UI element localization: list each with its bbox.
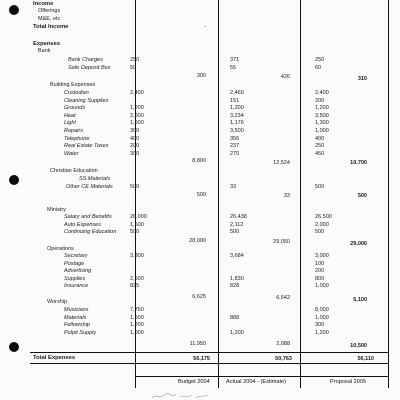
cell-proposal: 200 bbox=[315, 97, 325, 104]
column-divider bbox=[300, 0, 301, 388]
cell-actual: 2,460 bbox=[230, 90, 244, 96]
cell-budget: 300 bbox=[130, 150, 140, 157]
cell-actual: 371 bbox=[230, 57, 240, 63]
building-heading: Building Expenses bbox=[50, 82, 96, 88]
total-actual: 50,763 bbox=[275, 356, 292, 362]
row-label: SS Materials bbox=[79, 176, 111, 182]
row-label: Telephone bbox=[64, 135, 90, 142]
cell-proposal: 2,000 bbox=[315, 221, 329, 228]
actual-column-header: Actual 2004 - (Estimate) bbox=[226, 379, 287, 385]
income-heading: Income bbox=[33, 1, 54, 7]
cell-actual: 3,684 bbox=[230, 253, 244, 259]
total-proposal: 56,110 bbox=[357, 356, 374, 362]
cell-actual: 1,200 bbox=[230, 329, 244, 336]
cell-proposal: 1,000 bbox=[315, 314, 329, 321]
cell-actual: 270 bbox=[230, 150, 240, 157]
cell-proposal: 2,400 bbox=[315, 90, 329, 96]
cell-proposal: 3,000 bbox=[315, 253, 329, 259]
cell-proposal: 3,500 bbox=[315, 112, 329, 119]
cell-budget: 825 bbox=[130, 283, 140, 290]
row-label: Light bbox=[64, 120, 76, 127]
row-label: Continuing Education bbox=[64, 229, 117, 236]
row-label: Postage bbox=[64, 260, 85, 267]
row-label: Fellowship bbox=[64, 322, 90, 329]
subtotal-actual: 33 bbox=[283, 193, 290, 199]
cell-budget: 1,500 bbox=[130, 221, 144, 228]
subtotal-proposal: 310 bbox=[357, 76, 367, 82]
cell-proposal: 1,000 bbox=[315, 128, 329, 134]
cell-actual: 356 bbox=[230, 135, 240, 142]
offerings-label: Offerings bbox=[38, 8, 61, 14]
cell-budget: 2,500 bbox=[130, 112, 144, 119]
row-label: Bank Charges bbox=[68, 57, 103, 63]
subtotal-proposal: 29,000 bbox=[350, 241, 367, 247]
row-label: Cleaning Supplies bbox=[64, 97, 109, 104]
total-income-value: - bbox=[204, 24, 206, 30]
budget-column-header: Budget 2004 bbox=[178, 379, 210, 385]
row-label: Insurance bbox=[64, 283, 89, 290]
subtotal-actual: 29,050 bbox=[273, 239, 290, 245]
cell-proposal: 1,200 bbox=[315, 329, 329, 336]
cell-budget: 1,500 bbox=[130, 120, 144, 127]
subtotal-proposal: 10,700 bbox=[350, 160, 367, 166]
row-label: Salary and Benefits bbox=[64, 214, 112, 220]
row-label: Custodian bbox=[64, 90, 89, 96]
column-divider bbox=[388, 0, 389, 388]
total-rule bbox=[30, 363, 388, 364]
cell-proposal: 250 bbox=[315, 57, 325, 63]
row-label: Grounds bbox=[64, 105, 86, 112]
bottom-rule bbox=[135, 376, 388, 377]
cell-budget: 1,200 bbox=[130, 322, 144, 329]
ministry-heading: Ministry bbox=[47, 207, 66, 213]
cell-budget: 400 bbox=[130, 135, 140, 142]
cell-actual: 1,176 bbox=[230, 120, 244, 127]
christian-ed-heading: Christian Education bbox=[50, 168, 98, 174]
subtotal-actual: 12,524 bbox=[273, 160, 290, 166]
cell-proposal: 400 bbox=[315, 135, 325, 142]
cell-actual: 237 bbox=[230, 143, 240, 150]
expenses-heading: Expenses bbox=[33, 41, 61, 47]
cell-actual: 828 bbox=[230, 283, 240, 290]
row-label: Water bbox=[64, 150, 79, 157]
cell-actual: 888 bbox=[230, 314, 240, 321]
cell-proposal: 8,000 bbox=[315, 307, 329, 313]
total-income-label: Total Income bbox=[33, 24, 69, 30]
cell-proposal: 26,500 bbox=[315, 214, 332, 220]
handwritten-mark bbox=[150, 392, 210, 400]
cell-actual: 500 bbox=[230, 229, 240, 236]
cell-actual: 33 bbox=[230, 184, 237, 190]
cell-budget: 3,300 bbox=[130, 253, 144, 259]
cell-actual: 3,500 bbox=[230, 128, 244, 134]
cell-proposal: 800 bbox=[315, 275, 325, 282]
total-rule bbox=[30, 352, 388, 353]
cell-actual: 1,830 bbox=[230, 275, 244, 282]
bank-heading: Bank bbox=[38, 48, 51, 54]
row-label: Auto Expenses bbox=[64, 221, 101, 228]
cell-budget: 2,400 bbox=[130, 90, 144, 96]
cell-budget: 1,200 bbox=[130, 105, 144, 112]
cell-actual: 55 bbox=[230, 65, 237, 71]
worship-heading: Worship bbox=[47, 299, 68, 305]
cell-budget: 2,500 bbox=[130, 275, 144, 282]
cell-actual: 2,112 bbox=[230, 221, 244, 228]
cell-proposal: 300 bbox=[315, 322, 325, 329]
cell-proposal: 60 bbox=[315, 65, 322, 71]
cell-actual: 1,200 bbox=[230, 105, 244, 112]
subtotal-budget: 300 bbox=[196, 73, 206, 79]
row-label: Real Estate Taxes bbox=[64, 143, 109, 150]
cell-budget: 26,000 bbox=[130, 214, 147, 220]
subtotal-proposal: 10,500 bbox=[350, 343, 367, 349]
subtotal-budget: 28,000 bbox=[189, 238, 206, 244]
binder-hole-bottom bbox=[9, 342, 19, 352]
row-label: Pulpit Supply bbox=[64, 329, 97, 336]
cell-budget: 1,500 bbox=[130, 314, 144, 321]
row-label: Materials bbox=[64, 314, 87, 321]
proposal-column-header: Proposal 2005 bbox=[330, 379, 367, 385]
binder-hole-top bbox=[9, 5, 19, 15]
cell-proposal: 250 bbox=[315, 143, 325, 150]
cell-proposal: 500 bbox=[315, 184, 325, 190]
cell-actual: 26,438 bbox=[230, 214, 247, 220]
row-label: Other CE Materials bbox=[66, 184, 113, 190]
cell-proposal: 1,300 bbox=[315, 120, 329, 127]
cell-proposal: 450 bbox=[315, 150, 325, 157]
total-budget: 56,175 bbox=[193, 356, 210, 362]
cell-proposal: 1,000 bbox=[315, 283, 329, 290]
cell-budget: 250 bbox=[130, 57, 140, 63]
cell-budget: 500 bbox=[130, 184, 140, 190]
row-label: Supplies bbox=[64, 275, 86, 282]
cell-budget: 300 bbox=[130, 128, 140, 134]
subtotal-actual: 6,642 bbox=[276, 295, 290, 301]
row-label: Musicians bbox=[64, 307, 89, 313]
column-divider bbox=[218, 0, 219, 388]
subtotal-proposal: 5,100 bbox=[353, 297, 367, 303]
cell-budget: 500 bbox=[130, 229, 140, 236]
cell-budget: 200 bbox=[130, 143, 140, 150]
subtotal-budget: 6,625 bbox=[192, 294, 206, 300]
total-expenses-label: Total Expenses bbox=[33, 355, 76, 361]
row-label: Secretary bbox=[64, 253, 88, 259]
subtotal-actual: 2,088 bbox=[276, 341, 290, 347]
cell-budget: 1,000 bbox=[130, 329, 144, 336]
me-label: M&E, etc bbox=[38, 16, 61, 22]
cell-actual: 151 bbox=[230, 97, 240, 104]
subtotal-proposal: 500 bbox=[357, 193, 367, 199]
cell-budget: 7,750 bbox=[130, 307, 144, 313]
binder-hole-middle bbox=[9, 175, 19, 185]
row-label: Advertising bbox=[64, 268, 92, 275]
row-label: Heat bbox=[64, 112, 76, 119]
cell-actual: 3,234 bbox=[230, 112, 244, 119]
row-label: Repairs bbox=[64, 128, 83, 134]
operations-heading: Operations bbox=[47, 246, 74, 252]
row-label: Safe Deposit Box bbox=[68, 65, 111, 71]
subtotal-budget: 8,800 bbox=[192, 158, 206, 164]
cell-budget: 50 bbox=[130, 65, 137, 71]
cell-proposal: 100 bbox=[315, 260, 325, 267]
subtotal-actual: 426 bbox=[280, 74, 290, 80]
cell-proposal: 500 bbox=[315, 229, 325, 236]
cell-proposal: 1,200 bbox=[315, 105, 329, 112]
subtotal-budget: 500 bbox=[196, 192, 206, 198]
subtotal-budget: 11,950 bbox=[189, 341, 206, 347]
cell-proposal: 200 bbox=[315, 268, 325, 275]
